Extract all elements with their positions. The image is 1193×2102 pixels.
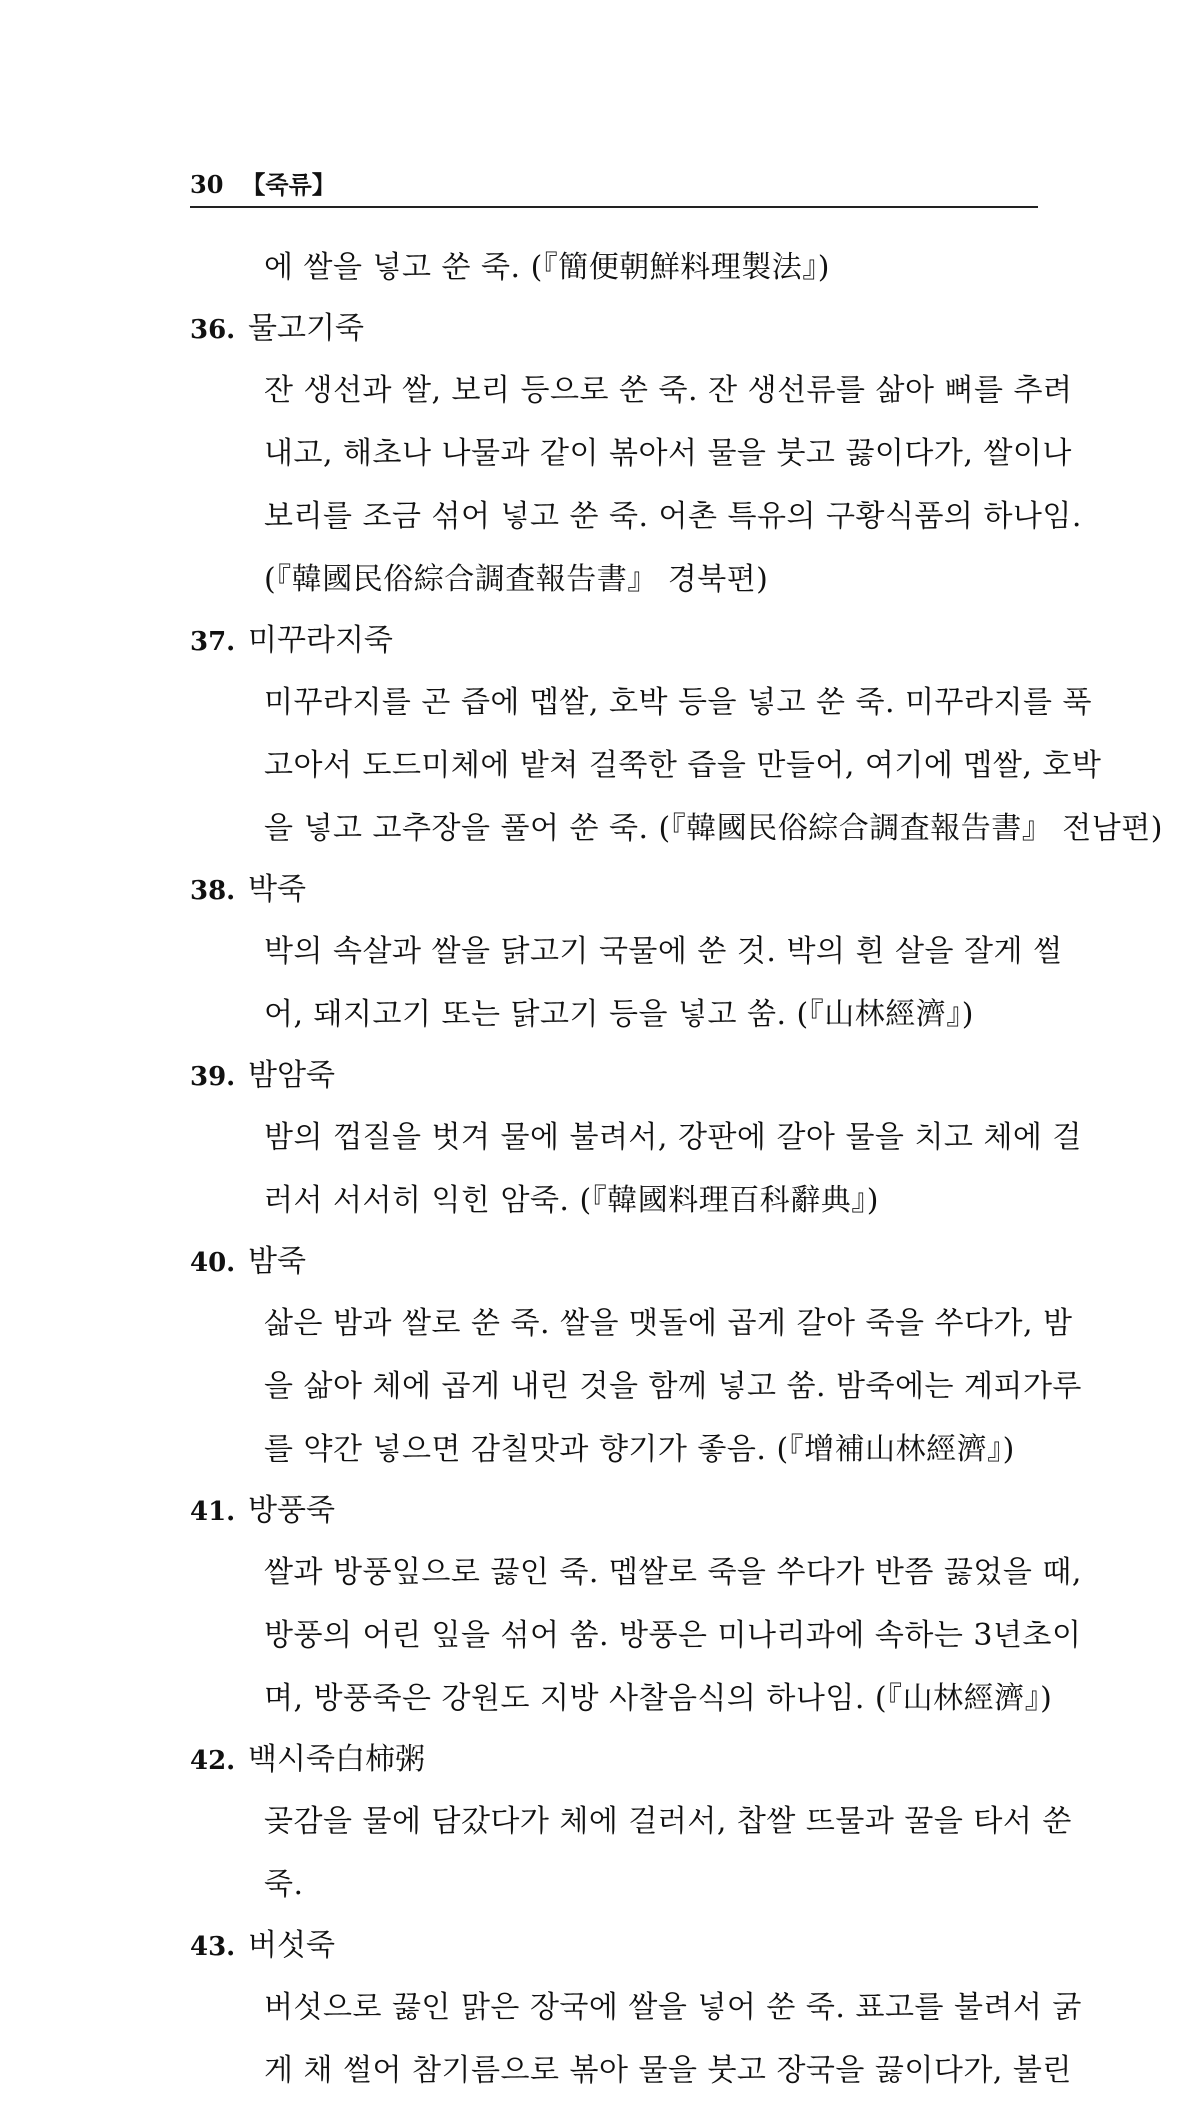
entry-text-line: 을 삶아 체에 곱게 내린 것을 함께 넣고 쑴. 밤죽에는 계피가루 [264, 1369, 1082, 1404]
entry-title: 박죽 [248, 872, 306, 907]
entry-text-line: 방풍의 어린 잎을 섞어 쑴. 방풍은 미나리과에 속하는 3년초이 [264, 1618, 1082, 1653]
entry-text-line: 쌀과 방풍잎으로 끓인 죽. 멥쌀로 죽을 쑤다가 반쯤 끓었을 때, [264, 1555, 1082, 1590]
entry-39 [190, 1046, 1082, 1232]
entry-text-line: 밤의 껍질을 벗겨 물에 불려서, 강판에 갈아 물을 치고 체에 걸 [264, 1120, 1082, 1155]
entry-text-line: 을 넣고 고추장을 풀어 쑨 죽. (『韓國民俗綜合調査報告書』 전남편) [264, 811, 1163, 846]
entry-list [190, 236, 1163, 2102]
entry-title: 밤암죽 [248, 1058, 335, 1093]
continuation-line: 에 쌀을 넣고 쑨 죽. (『簡便朝鮮料理製法』) [264, 250, 830, 285]
entry-text-line: 고아서 도드미체에 밭쳐 걸쭉한 즙을 만들어, 여기에 멥쌀, 호박 [264, 748, 1102, 783]
entry-heading [190, 1232, 1038, 1292]
entry-text-line: 곶감을 물에 담갔다가 체에 걸러서, 찹쌀 뜨물과 꿀을 타서 쑨 [264, 1804, 1072, 1839]
entry-title: 백시죽白柿粥 [248, 1742, 425, 1777]
page-header [190, 170, 1030, 200]
entry-text-line: 잔 생선과 쌀, 보리 등으로 쑨 죽. 잔 생선류를 삶아 뼈를 추려 [264, 373, 1073, 408]
entry-number: 36. [190, 315, 236, 345]
entry-text-line: (『韓國民俗綜合調査報告書』 경북편) [264, 562, 769, 597]
entry-number: 41. [190, 1497, 236, 1527]
entry-41 [190, 1481, 1082, 1730]
entry-title: 방풍죽 [248, 1493, 335, 1528]
page-number: 30 [190, 170, 224, 199]
entry-text-line: 러서 서서히 익힌 암죽. (『韓國料理百科辭典』) [264, 1183, 879, 1218]
entry-number: 43. [190, 1932, 236, 1962]
entry-heading [190, 860, 1038, 920]
entry-40 [190, 1232, 1082, 1481]
entry-title: 미꾸라지죽 [248, 623, 393, 658]
entry-number: 37. [190, 627, 236, 657]
entry-heading [190, 1916, 1038, 1976]
section-title: 【죽류】 [241, 170, 336, 199]
entry-number: 39. [190, 1062, 236, 1092]
entry-heading [190, 1046, 1038, 1106]
entry-37 [190, 611, 1163, 860]
entry-title: 밤죽 [248, 1244, 306, 1279]
entry-text-line: 보리를 조금 섞어 넣고 쑨 죽. 어촌 특유의 구황식품의 하나임. [264, 499, 1082, 534]
entry-title: 버섯죽 [248, 1928, 335, 1963]
entry-number: 40. [190, 1248, 236, 1278]
entry-text-line: 미꾸라지를 곤 즙에 멥쌀, 호박 등을 넣고 쑨 죽. 미꾸라지를 푹 [264, 685, 1092, 720]
entry-38 [190, 860, 1063, 1046]
entry-text-line: 버섯으로 끓인 맑은 장국에 쌀을 넣어 쑨 죽. 표고를 불려서 굵 [264, 1990, 1082, 2025]
entry-text-line: 내고, 해초나 나물과 같이 볶아서 물을 붓고 끓이다가, 쌀이나 [264, 436, 1072, 471]
entry-title: 물고기죽 [248, 311, 364, 346]
entry-text-line: 를 약간 넣으면 감칠맛과 향기가 좋음. (『增補山林經濟』) [264, 1432, 1015, 1467]
entry-text-line: 죽. [264, 1867, 304, 1902]
entry-heading [190, 299, 1038, 359]
header-rule [190, 206, 1038, 208]
entry-text-line: 게 채 썰어 참기름으로 볶아 물을 붓고 장국을 끓이다가, 불린 [264, 2053, 1072, 2088]
entry-text-line: 며, 방풍죽은 강원도 지방 사찰음식의 하나임. (『山林經濟』) [264, 1681, 1053, 1716]
entry-heading [190, 1730, 1038, 1790]
entry-text-line: 어, 돼지고기 또는 닭고기 등을 넣고 쑴. (『山林經濟』) [264, 997, 974, 1032]
entry-43 [190, 1916, 1082, 2102]
entry-heading [190, 611, 1038, 671]
entry-text-line: 박의 속살과 쌀을 닭고기 국물에 쑨 것. 박의 흰 살을 잘게 썰 [264, 934, 1063, 969]
entry-number: 38. [190, 876, 236, 906]
entry-36 [190, 299, 1082, 611]
entry-heading [190, 1481, 1038, 1541]
entry-number: 42. [190, 1746, 236, 1776]
entry-42 [190, 1730, 1072, 1916]
entry-text-line: 삶은 밤과 쌀로 쑨 죽. 쌀을 맷돌에 곱게 갈아 죽을 쑤다가, 밤 [264, 1306, 1073, 1341]
